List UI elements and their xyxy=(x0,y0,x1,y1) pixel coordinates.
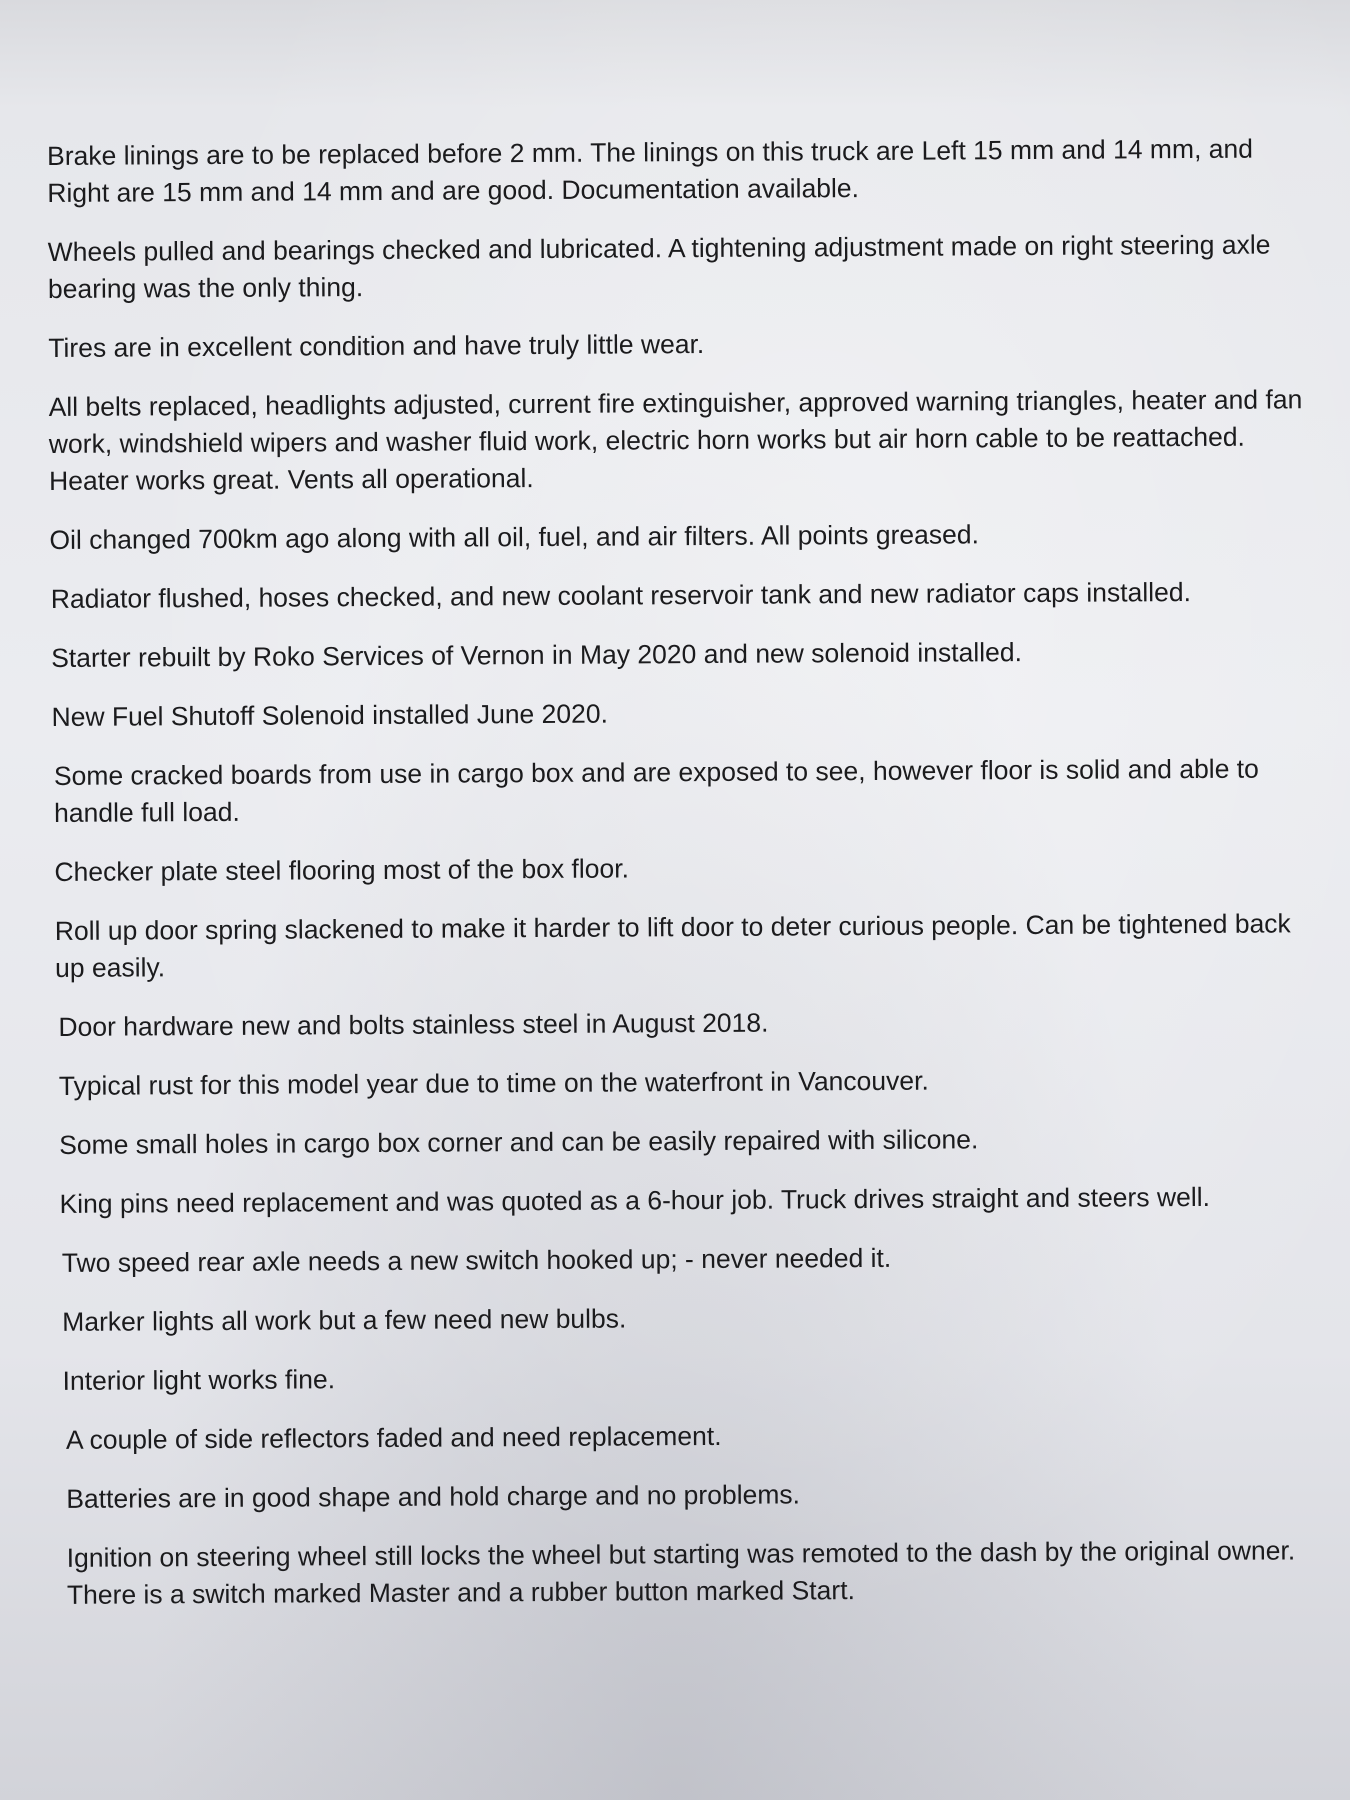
paragraph-door-hardware: Door hardware new and bolts stainless steel in August 2018. xyxy=(58,1007,769,1042)
paragraph-ignition: Ignition on steering wheel still locks the wheel but starting was remoted to the dash by the original owner. There is a switch marked Master and a rubber button marked Start. xyxy=(66,1535,1296,1610)
paragraph-king-pins: King pins need replacement and was quoted as a 6-hour job. Truck drives straight and steers well. xyxy=(59,1181,1211,1219)
paragraph-fuel-shutoff: New Fuel Shutoff Solenoid installed June 2020. xyxy=(51,698,609,732)
paragraph-radiator: Radiator flushed, hoses checked, and new coolant reservoir tank and new radiator caps installed. xyxy=(50,577,1192,614)
paragraph-tires: Tires are in excellent condition and have truly little wear. xyxy=(48,328,705,363)
paragraph-checker-plate: Checker plate steel flooring most of the box floor. xyxy=(54,853,630,887)
paragraph-starter: Starter rebuilt by Roko Services of Vernon in May 2020 and new solenoid installed. xyxy=(51,637,1022,673)
paragraph-interior-light: Interior light works fine. xyxy=(62,1364,336,1396)
paragraph-roll-up-door: Roll up door spring slackened to make it harder to lift door to deter curious people. Can be tightened back up easily. xyxy=(54,908,1291,983)
paragraph-marker-lights: Marker lights all work but a few need new bulbs. xyxy=(62,1303,627,1337)
document-body xyxy=(47,130,1324,1636)
paragraph-rear-axle: Two speed rear axle needs a new switch hooked up; - never needed it. xyxy=(61,1242,892,1278)
paragraph-cargo-holes: Some small holes in cargo box corner and can be easily repaired with silicone. xyxy=(59,1124,979,1160)
paragraph-cargo-boards: Some cracked boards from use in cargo box and are exposed to see, however floor is solid and able to handle full load. xyxy=(53,753,1259,828)
paragraph-oil-change: Oil changed 700km ago along with all oil, fuel, and air filters. All points greased. xyxy=(49,519,980,555)
paragraph-side-reflectors: A couple of side reflectors faded and need replacement. xyxy=(65,1420,722,1455)
paragraph-brake-linings: Brake linings are to be replaced before 2 mm. The linings on this truck are Left 15 mm and 14 mm, and Right are 15 mm and 14 mm and are good. Documentation available. xyxy=(47,133,1254,208)
paragraph-batteries: Batteries are in good shape and hold charge and no problems. xyxy=(66,1479,801,1514)
paragraph-rust: Typical rust for this model year due to time on the waterfront in Vancouver. xyxy=(58,1065,929,1101)
paragraph-belts-and-equipment: All belts replaced, headlights adjusted, current fire extinguisher, approved warning triangles, heater and fan work, windshield wipers and washer fluid work, electric horn works but air horn cable to be reattached. Heater works great. Vents all operational. xyxy=(48,384,1303,496)
paragraph-wheel-bearings: Wheels pulled and bearings checked and lubricated. A tightening adjustment made on right steering axle bearing was the only thing. xyxy=(47,229,1271,304)
